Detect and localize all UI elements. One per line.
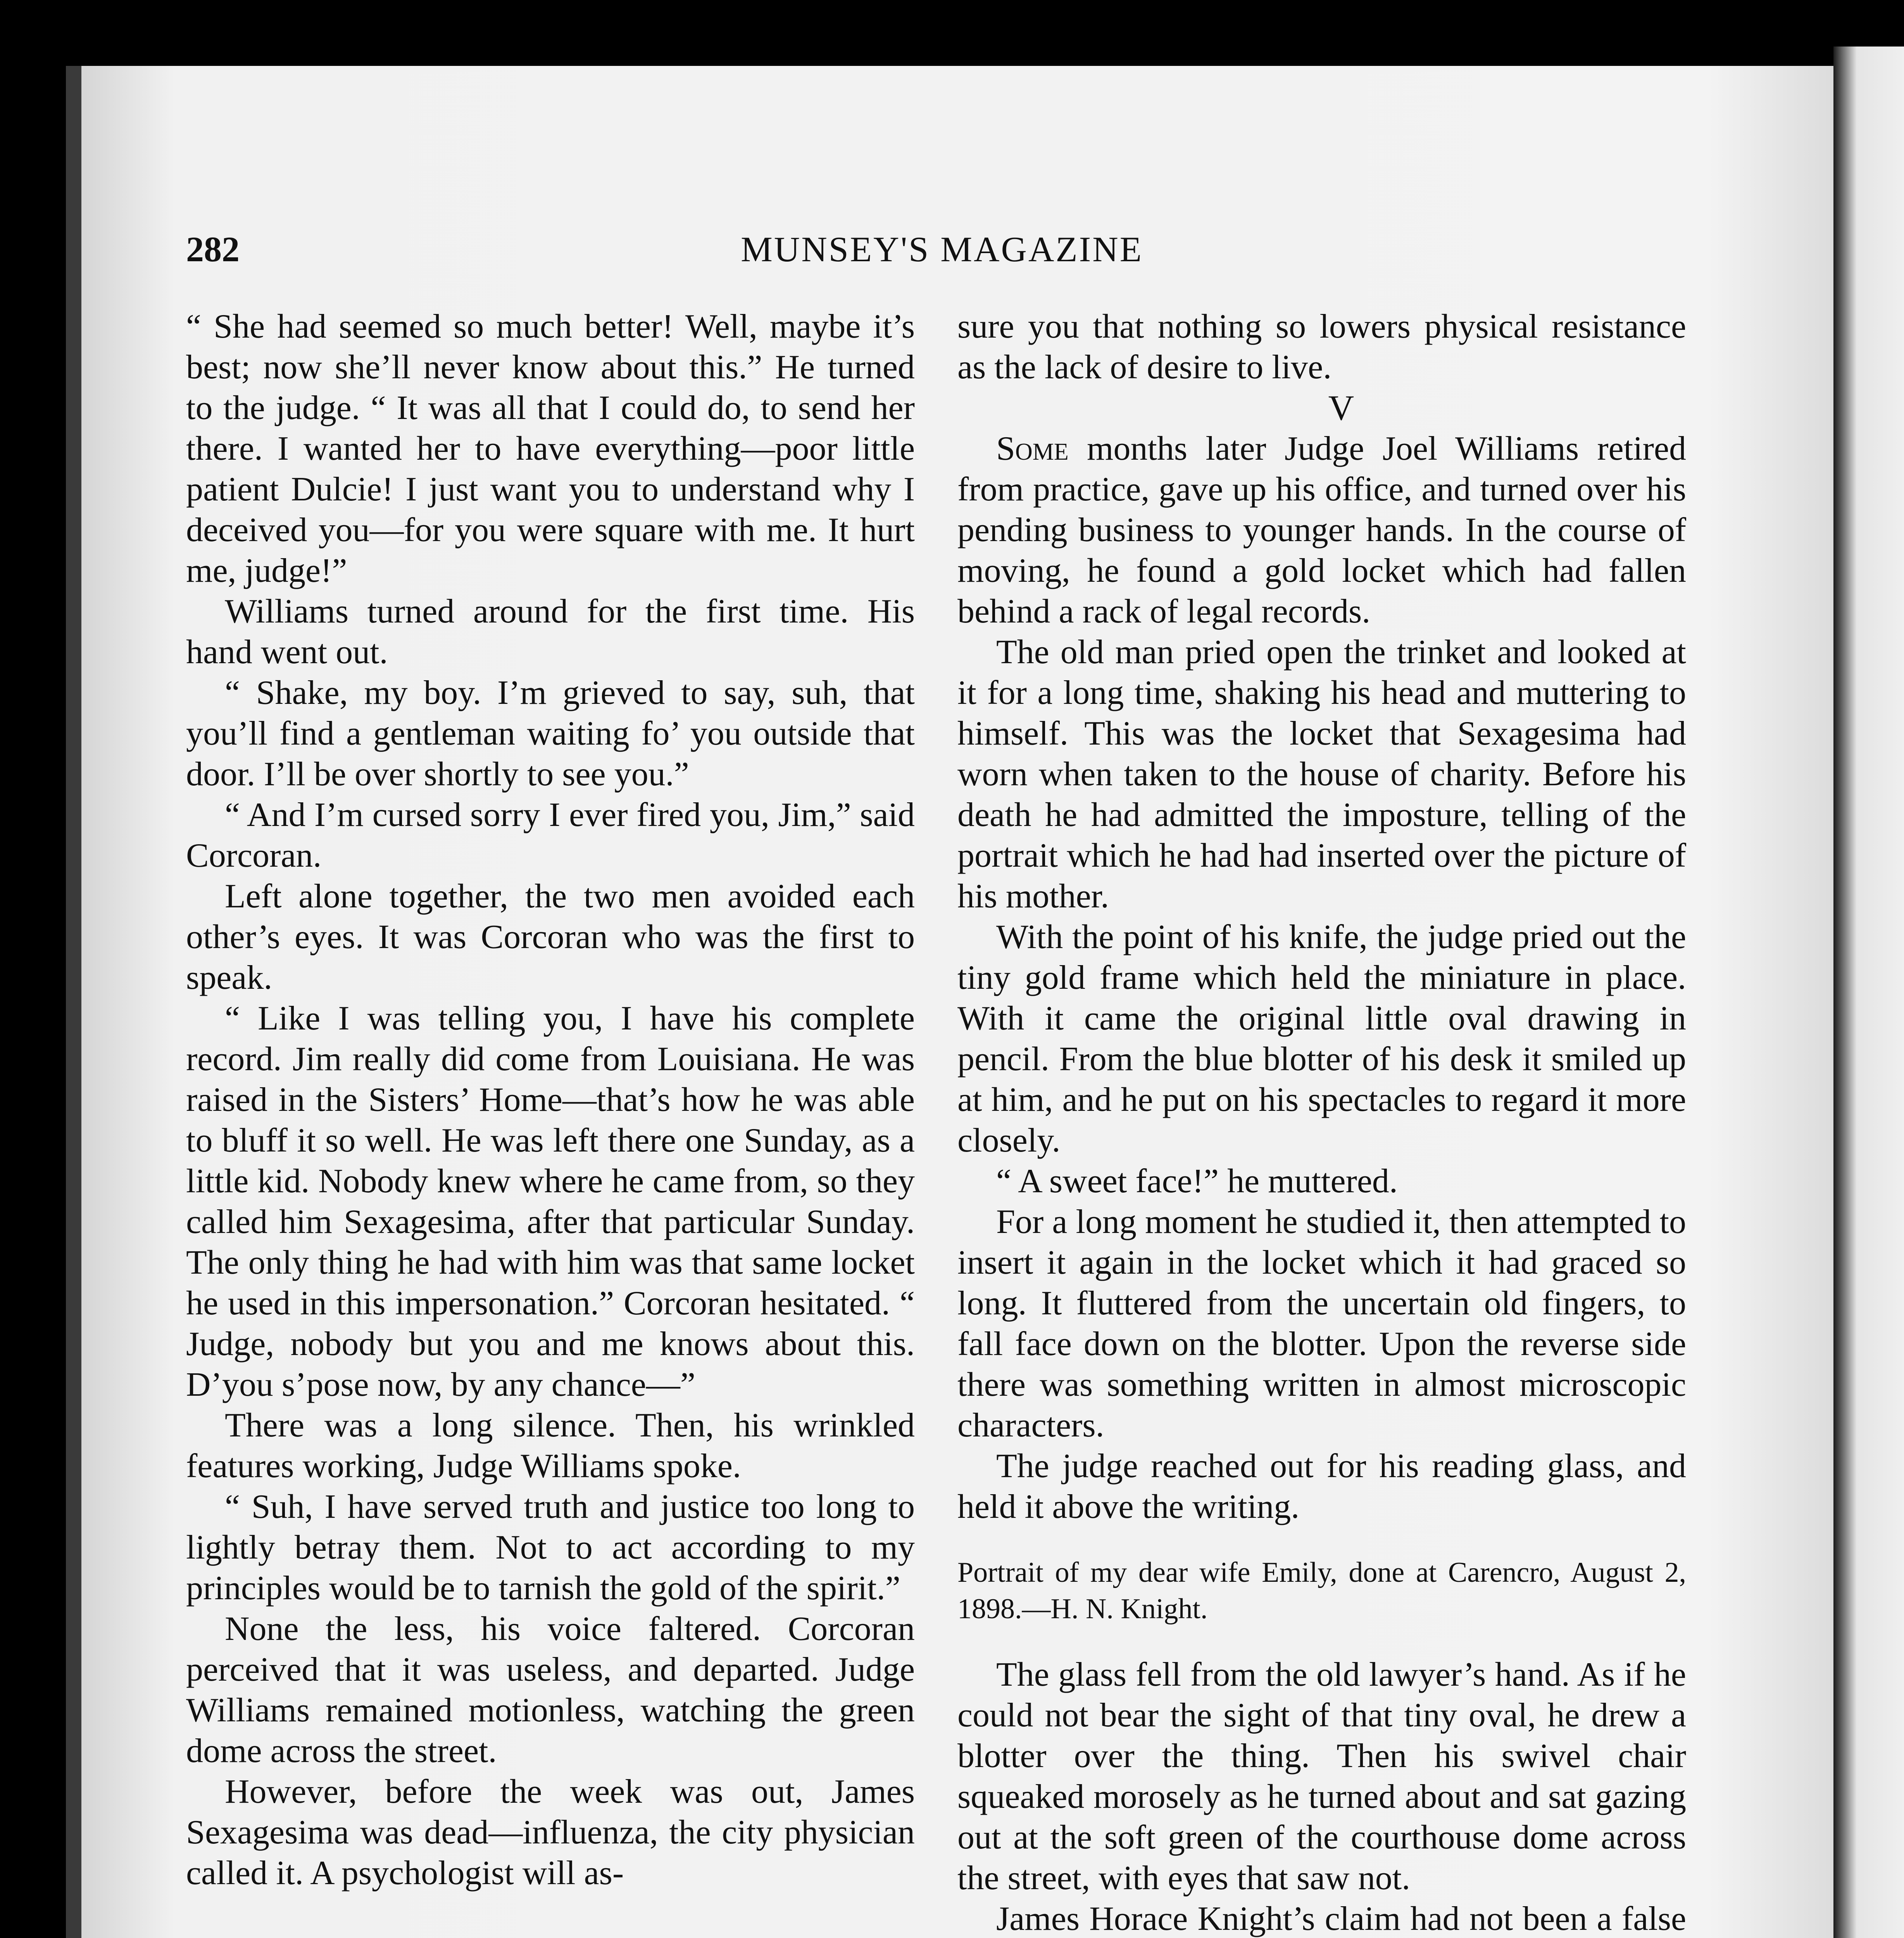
- paragraph: None the less, his voice faltered. Corcoran perceived that it was useless, and departed. Judge Williams remained motionless, watching the green dome across the street.: [186, 1610, 915, 1770]
- paragraph: There was a long silence. Then, his wrinkled features working, Judge Williams spoke.: [186, 1407, 915, 1485]
- paragraph: For a long moment he studied it, then attempted to insert it again in the locket which it had graced so long. It fluttered from the uncertain old fingers, to fall face down on the blotter. Upon the reverse side there was something written in almost microscopic characters.: [957, 1203, 1686, 1444]
- page-number: 282: [186, 229, 240, 269]
- page-header: [186, 229, 1698, 275]
- paragraph: With the point of his knife, the judge pried out the tiny gold frame which held the miniature in place. With it came the original little oval drawing in pencil. From the blue blotter of his desk it smiled up at him, and he put on his spectacles to regard it more closely.: [957, 918, 1686, 1159]
- running-head: MUNSEY'S MAGAZINE: [741, 229, 1143, 269]
- section-opening-text: months later Judge Joel Williams retired from practice, gave up his office, and turned over his pending business to younger hands. In the course of moving, he found a gold locket which had fallen behind a rack of legal records.: [957, 430, 1686, 630]
- paragraph: “ She had seemed so much better! Well, maybe it’s best; now she’ll never know about this.” He turned to the judge. “ It was all that I could do, to send her there. I wanted her to have everything—poor little patient Dulcie! I just want you to understand why I deceived you—for you were square with me. It hurt me, judge!”: [186, 308, 915, 590]
- paragraph: James Horace Knight’s claim had not been a false: [996, 1900, 1686, 1938]
- paragraph: However, before the week was out, James Sexagesima was dead—influenza, the city physician called it. A psychologist will as-: [186, 1773, 915, 1892]
- section-opening-word: Some: [996, 430, 1069, 467]
- paragraph: The old man pried open the trinket and looked at it for a long time, shaking his head and muttering to himself. This was the locket that Sexagesima had worn when taken to the house of charity. Before his death he had admitted the imposture, telling of the portrait which he had had inserted over the picture of his mother.: [957, 633, 1686, 915]
- paragraph: Williams turned around for the first time. His hand went out.: [186, 593, 915, 671]
- paragraph: “ Like I was telling you, I have his complete record. Jim really did come from Louisiana. He was raised in the Sisters’ Home—that’s how he was able to bluff it so well. He was left there one Sunday, as a little kid. Nobody knew where he came from, so they called him Sexagesima, after that particular Sunday. The only thing he had with him was that same locket he used in this impersonation.” Corcoran hesitated. “ Judge, nobody but you and me knows about this. D’you s’pose now, by any chance—”: [186, 1000, 915, 1403]
- paragraph: “ Suh, I have served truth and justice too long to lightly betray them. Not to act according to my principles would be to tarnish the gold of the spirit.”: [186, 1488, 915, 1607]
- section-opening-paragraph: [957, 428, 1686, 632]
- paragraph-continuation: sure you that nothing so lowers physical resistance as the lack of desire to live.: [957, 308, 1686, 386]
- right-column: [957, 306, 1686, 1938]
- left-column: [186, 306, 915, 1893]
- paragraph: The judge reached out for his reading glass, and held it above the writing.: [957, 1447, 1686, 1526]
- portrait-inscription: Portrait of my dear wife Emily, done at Carencro, August 2, 1898.—H. N. Knight.: [957, 1557, 1686, 1625]
- paragraph: “ A sweet face!” he muttered.: [996, 1162, 1398, 1200]
- paragraph: Left alone together, the two men avoided each other’s eyes. It was Corcoran who was the first to speak.: [186, 878, 915, 997]
- paragraph: The glass fell from the old lawyer’s hand. As if he could not bear the sight of that tiny oval, he drew a blotter over the thing. Then his swivel chair squeaked morosely as he turned about and sat gazing out at the soft green of the courthouse dome across the street, with eyes that saw not.: [957, 1656, 1686, 1897]
- section-numeral: V: [1328, 388, 1354, 428]
- facing-page-edge: [1833, 47, 1904, 1938]
- paragraph: “ Shake, my boy. I’m grieved to say, suh, that you’ll find a gentleman waiting fo’ you outside that door. I’ll be over shortly to see you.”: [186, 674, 915, 793]
- paragraph: “ And I’m cursed sorry I ever fired you, Jim,” said Corcoran.: [186, 796, 915, 874]
